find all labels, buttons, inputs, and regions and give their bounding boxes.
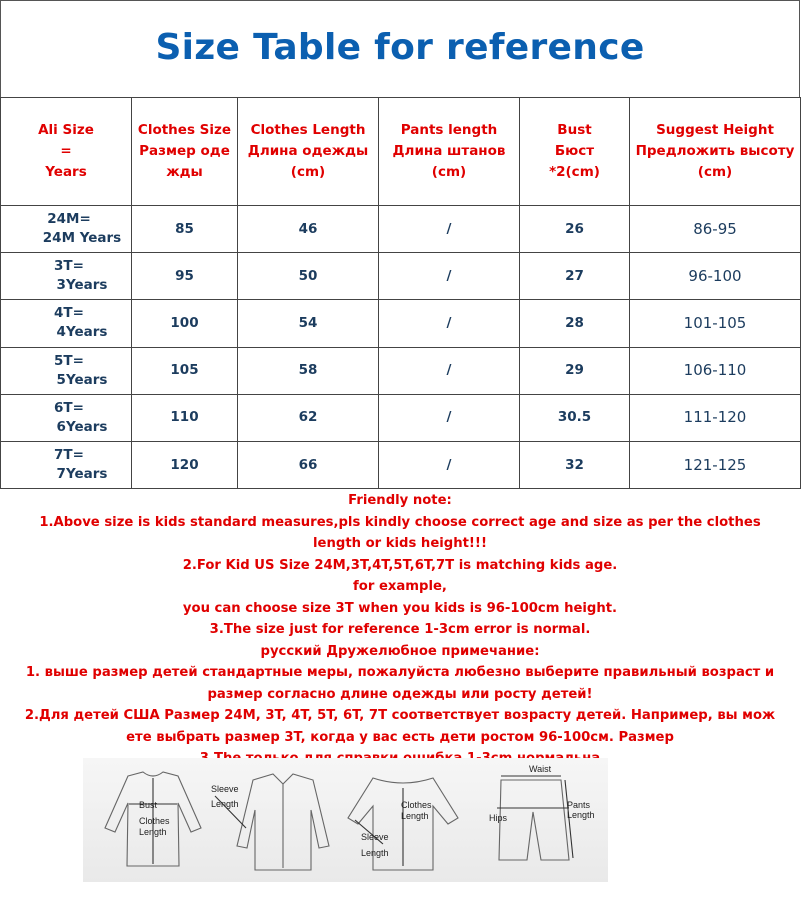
table-row: [1, 253, 801, 300]
note-line: length or kids height!!!: [313, 536, 487, 551]
pants-label: Pants: [567, 800, 591, 810]
cell-ali-size: 7T= 7Years: [1, 441, 132, 488]
cell-bust: 28: [520, 300, 630, 347]
size-table: [0, 97, 801, 489]
note-line: 2.Для детей США Размер 24M, 3T, 4T, 5T, 6T, 7T соответствует возрасту детей. Например, вы мож: [24, 708, 776, 723]
note-line: Friendly note:: [348, 493, 452, 508]
cell-clothes-length: 50: [238, 253, 379, 300]
table-row: [1, 394, 801, 441]
cell-suggest-height: 101-105: [630, 300, 801, 347]
table-row: [1, 206, 801, 253]
cell-suggest-height: 86-95: [630, 206, 801, 253]
sleeve-length-label-1: Length: [211, 799, 239, 809]
cell-suggest-height: 106-110: [630, 347, 801, 394]
pants-outline: [499, 780, 569, 860]
note-line: 2.For Kid US Size 24M,3T,4T,5T,6T,7T is matching kids age.: [182, 557, 618, 573]
hips-label: Hips: [489, 813, 508, 823]
cell-ali-size: 4T= 4Years: [1, 300, 132, 347]
note-line: ете выбрать размер 3T, когда у вас есть дети ростом 96-100см. Размер: [126, 729, 674, 745]
clothes-label-2: Clothes: [401, 800, 432, 810]
cell-clothes-size: 95: [132, 253, 238, 300]
cell-bust: 27: [520, 253, 630, 300]
cell-clothes-size: 85: [132, 206, 238, 253]
cell-bust: 32: [520, 441, 630, 488]
note-line: 3.The size just for reference 1-3cm error is normal.: [209, 622, 591, 637]
cell-clothes-size: 110: [132, 394, 238, 441]
cell-clothes-length: 66: [238, 441, 379, 488]
cell-ali-size: 24M= 24M Years: [1, 206, 132, 253]
length-label-2: Length: [401, 811, 429, 821]
page-title: Size Table for reference: [155, 26, 645, 68]
table-row: [1, 347, 801, 394]
cell-clothes-size: 105: [132, 347, 238, 394]
header-bust: Bust Бюст *2(cm): [520, 98, 630, 206]
sleeve-length-label-2: Length: [361, 848, 389, 858]
cell-pants-length: /: [379, 347, 520, 394]
header-clothes-length: Clothes Length Длина одежды (cm): [238, 98, 379, 206]
length-label-1: Length: [139, 827, 167, 837]
note-line: русский Дружелюбное примечание:: [260, 643, 540, 659]
cell-clothes-length: 62: [238, 394, 379, 441]
cell-pants-length: /: [379, 300, 520, 347]
title-box: [0, 0, 800, 97]
note-line: 1.Above size is kids standard measures,pls kindly choose correct age and size as per the clothes: [39, 514, 761, 530]
waist-label: Waist: [529, 764, 552, 774]
sleeve-label-2: Sleeve: [361, 832, 389, 842]
pants-length-label: Length: [567, 810, 595, 820]
cell-bust: 26: [520, 206, 630, 253]
table-row: [1, 300, 801, 347]
cell-clothes-length: 58: [238, 347, 379, 394]
note-line: 1. выше размер детей стандартные меры, пожалуйста любезно выберите правильный возраст и: [25, 665, 775, 680]
cell-clothes-length: 46: [238, 206, 379, 253]
table-header-row: [1, 98, 801, 206]
cell-clothes-size: 100: [132, 300, 238, 347]
header-ali-size: Ali Size = Years: [1, 98, 132, 206]
cell-pants-length: /: [379, 441, 520, 488]
clothes-label-1: Clothes: [139, 816, 170, 826]
table-row: [1, 441, 801, 488]
cell-clothes-length: 54: [238, 300, 379, 347]
header-suggest-height: Suggest Height Предложить высоту (cm): [630, 98, 801, 206]
cell-pants-length: /: [379, 206, 520, 253]
header-pants-length: Pants length Длина штанов (cm): [379, 98, 520, 206]
cell-ali-size: 6T= 6Years: [1, 394, 132, 441]
cell-bust: 30.5: [520, 394, 630, 441]
header-clothes-size: Clothes Size Размер оде жды: [132, 98, 238, 206]
sleeve-label-1: Sleeve: [211, 784, 239, 794]
note-line: for example,: [353, 579, 447, 594]
cell-suggest-height: 96-100: [630, 253, 801, 300]
cell-suggest-height: 111-120: [630, 394, 801, 441]
cell-suggest-height: 121-125: [630, 441, 801, 488]
friendly-notes: [0, 490, 800, 758]
cell-pants-length: /: [379, 253, 520, 300]
cell-ali-size: 3T= 3Years: [1, 253, 132, 300]
cell-clothes-size: 120: [132, 441, 238, 488]
measurement-figure: [83, 758, 608, 882]
note-line: размер согласно длине одежды или росту детей!: [207, 686, 593, 702]
note-line: you can choose size 3T when you kids is 96-100cm height.: [182, 600, 618, 616]
cell-pants-length: /: [379, 394, 520, 441]
cell-bust: 29: [520, 347, 630, 394]
bust-label: Bust: [139, 800, 158, 810]
cell-ali-size: 5T= 5Years: [1, 347, 132, 394]
